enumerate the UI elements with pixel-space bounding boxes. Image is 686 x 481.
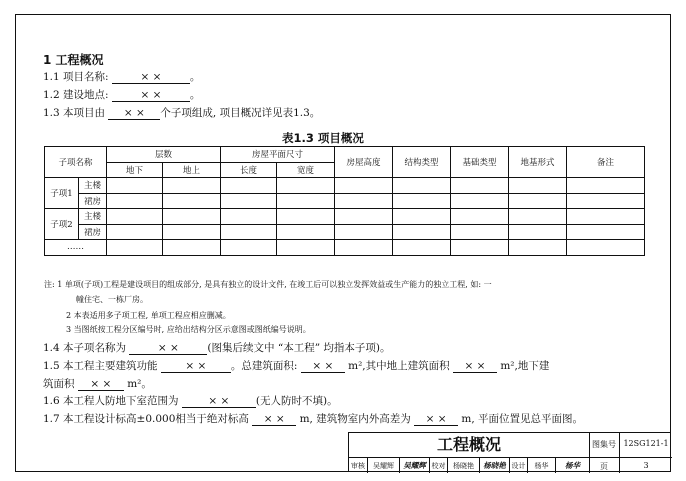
subitem-count-value: × × [108,107,160,120]
note-3: 3 当图纸按工程分区编号时, 应给出结构分区示意图或图纸编号说明。 [66,325,311,334]
reviewer-signature: 吴耀辉 [403,461,426,470]
header-structure: 结构类型 [393,147,451,178]
note-1-cont: 幢住宅、一栋厂房。 [76,295,148,304]
drawing-title: 工程概况 [349,433,590,457]
row-label-more: …… [45,240,107,256]
header-height: 房屋高度 [335,147,393,178]
item-1-7: 1.7 本工程设计标高±0.000相当于绝对标高 × × m, 建筑物室内外高差为 × × m, 平面位置见总平面图。 [43,413,584,425]
table-row [45,240,645,256]
absolute-elevation-value: × × [252,413,296,426]
header-ground: 地基形式 [509,147,567,178]
subitem-name-value: × × [129,342,207,355]
table-row [45,178,645,194]
item-1-3: 1.3 本项目由 × × 个子项组成, 项目概况详见表1.3。 [43,107,321,119]
item-1-2: 1.2 建设地点: × × 。 [43,89,201,101]
function-value: × × [161,360,231,373]
note-2: 2 本表适用多子项工程, 单项工程应相应删减。 [66,311,231,320]
header-length: 长度 [221,162,277,178]
review-label: 审核 [351,462,365,470]
row-label-main: 主楼 [79,209,107,225]
header-subitem: 子项名称 [45,147,107,178]
checker-signature: 杨晓艳 [483,461,506,470]
page-label: 页 [600,462,608,471]
table-title: 表1.3 项目概况 [282,131,364,145]
table-row [45,193,645,209]
table-row [45,209,645,225]
header-underground: 地下 [107,162,163,178]
above-ground-area-value: × × [453,360,497,373]
header-width: 宽度 [277,162,335,178]
item-1-5-cont: 筑面积 × × m²。 [43,378,152,390]
reviewer-name: 吴耀辉 [373,462,394,470]
note-1: 注: 1 单项(子项)工程是建设项目的组成部分, 是具有独立的设计文件, 在竣工后可以独立发挥效益或生产能力的独立工程, 如: 一 [44,280,492,289]
page-number: 3 [643,461,649,470]
total-area-value: × × [301,360,345,373]
title-block [348,432,671,472]
row-label-podium: 裙房 [79,193,107,209]
row-label-main: 主楼 [79,178,107,194]
item-1-1: 1.1 项目名称: × × 。 [43,71,201,83]
item-1-4: 1.4 本子项名称为 × × (图集后续文中 “本工程” 均指本子项)。 [43,342,391,354]
site-value: × × [112,89,190,102]
item-1-5: 1.5 本工程主要建筑功能 × × 。总建筑面积: × × m²,其中地上建筑面积 × × m²,地下建 [43,360,550,372]
civil-defense-value: × × [182,395,256,408]
designer-name: 杨华 [534,462,549,470]
checker-name: 杨晓艳 [453,462,474,470]
designer-signature: 杨华 [565,461,580,470]
atlas-number: 12SG121-1 [623,439,669,448]
header-foundation: 基础类型 [451,147,509,178]
row-label-sub1: 子项1 [45,178,79,209]
item-1-6: 1.6 本工程人防地下室范围为 × × (无人防时不填)。 [43,395,338,407]
row-label-podium: 裙房 [79,224,107,240]
header-floors: 层数 [107,147,221,163]
project-overview-table [44,146,645,256]
header-plan-size: 房屋平面尺寸 [221,147,335,163]
check-label: 校对 [431,462,446,470]
project-name-value: × × [112,71,190,84]
table-row [45,224,645,240]
row-label-sub2: 子项2 [45,209,79,240]
header-remark: 备注 [567,147,645,178]
height-diff-value: × × [414,413,458,426]
section-title: 1 工程概况 [43,53,104,67]
header-above: 地上 [163,162,221,178]
atlas-label: 图集号 [592,440,616,449]
underground-area-value: × × [78,378,124,391]
design-label: 设计 [511,462,526,470]
